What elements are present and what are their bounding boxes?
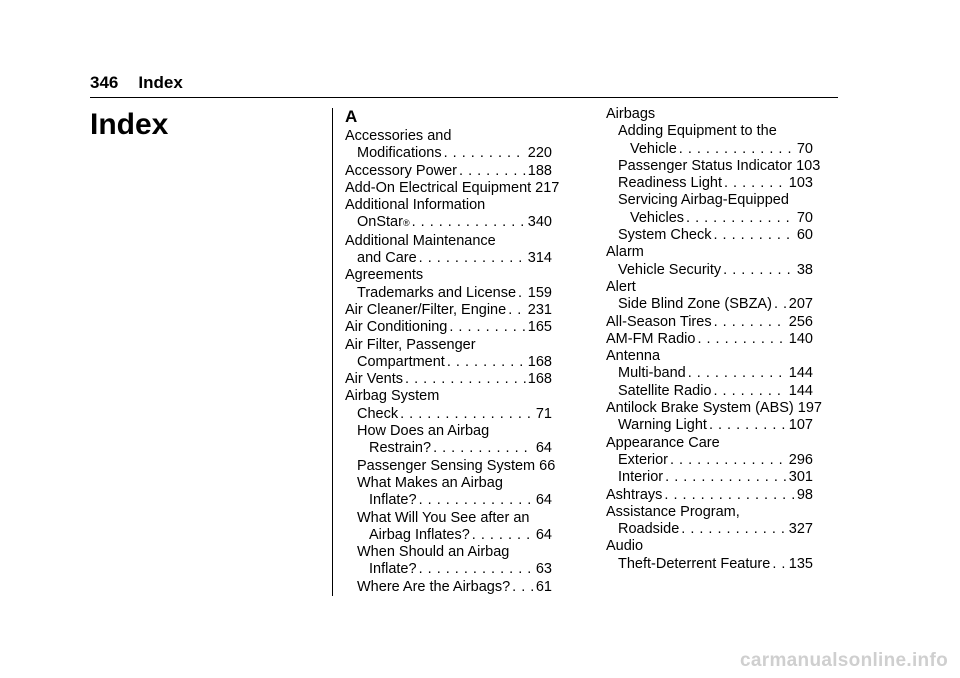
entry-page-number[interactable]: 61 bbox=[535, 578, 552, 595]
entry-term: System Check bbox=[618, 227, 712, 244]
entry-term: Roadside bbox=[618, 521, 680, 538]
entry-page-number[interactable]: 71 bbox=[535, 405, 552, 422]
index-entry bbox=[345, 337, 552, 354]
index-entry bbox=[606, 556, 813, 573]
entry-page-number[interactable]: 64 bbox=[535, 440, 552, 457]
entry-term: Restrain? bbox=[369, 440, 432, 457]
entry-term: Passenger Sensing System bbox=[357, 457, 536, 474]
index-entry bbox=[606, 383, 813, 400]
page-number: 346 bbox=[90, 73, 119, 92]
entry-term: All-Season Tires bbox=[606, 313, 712, 330]
entry-term: Compartment bbox=[357, 353, 445, 370]
entry-page-number[interactable]: 64 bbox=[535, 526, 552, 543]
entry-page-number[interactable]: 327 bbox=[788, 521, 813, 538]
entry-term: Agreements bbox=[345, 267, 424, 284]
index-entry bbox=[606, 296, 813, 313]
page-header bbox=[90, 73, 183, 93]
entry-page-number[interactable]: 340 bbox=[527, 214, 552, 231]
index-entry bbox=[606, 175, 813, 192]
dot-leader bbox=[686, 210, 795, 227]
dot-leader bbox=[444, 145, 526, 162]
entry-term: Ashtrays bbox=[606, 486, 663, 503]
index-entry bbox=[606, 452, 813, 469]
index-entry bbox=[606, 417, 813, 434]
index-entry bbox=[606, 157, 821, 175]
entry-page-number[interactable]: 256 bbox=[788, 313, 813, 330]
index-entry bbox=[606, 400, 822, 417]
dot-leader bbox=[713, 227, 794, 244]
entry-term: Alert bbox=[606, 278, 636, 295]
entry-page-number[interactable]: 64 bbox=[535, 492, 552, 509]
dot-leader bbox=[449, 319, 525, 336]
entry-page-number[interactable]: 70 bbox=[796, 140, 813, 157]
index-entry bbox=[345, 302, 552, 319]
entry-term: Assistance Program, bbox=[606, 503, 740, 520]
index-entry bbox=[345, 267, 552, 284]
entry-page-number[interactable]: 103 bbox=[788, 175, 813, 192]
index-entry bbox=[345, 457, 556, 475]
entry-term: Inflate? bbox=[369, 561, 417, 578]
entry-term: Adding Equipment to the bbox=[618, 123, 777, 140]
index-entry bbox=[345, 423, 552, 440]
entry-term: What Will You See after an bbox=[357, 509, 530, 526]
header-rule bbox=[90, 97, 838, 98]
entry-term: Antilock Brake System (ABS) bbox=[606, 400, 794, 417]
index-entry bbox=[606, 314, 813, 331]
dot-leader bbox=[714, 314, 787, 331]
entry-term: Antenna bbox=[606, 348, 661, 365]
index-entry bbox=[606, 192, 813, 209]
entry-term: Satellite Radio bbox=[618, 382, 712, 399]
dot-leader bbox=[459, 163, 526, 180]
index-entry bbox=[606, 123, 813, 140]
index-entry bbox=[345, 197, 552, 214]
entry-term: Air Cleaner/Filter, Engine bbox=[345, 301, 507, 318]
index-entry bbox=[345, 510, 552, 527]
dot-leader bbox=[688, 365, 787, 382]
entry-page-number[interactable]: 66 bbox=[539, 457, 556, 474]
page-title: Index bbox=[90, 108, 169, 141]
dot-leader bbox=[774, 296, 787, 313]
entry-term: Exterior bbox=[618, 451, 668, 468]
dot-leader bbox=[679, 141, 795, 158]
entry-term: Modifications bbox=[357, 145, 442, 162]
dot-leader bbox=[723, 262, 795, 279]
index-entry bbox=[345, 440, 552, 457]
entry-term: What Makes an Airbag bbox=[357, 474, 503, 491]
dot-leader bbox=[681, 521, 787, 538]
dot-leader bbox=[664, 487, 794, 504]
index-entry bbox=[345, 145, 552, 162]
index-entry bbox=[606, 227, 813, 244]
entry-page-number[interactable]: 296 bbox=[788, 451, 813, 468]
entry-term: Interior bbox=[618, 469, 664, 486]
entry-page-number[interactable]: 38 bbox=[796, 261, 813, 278]
entry-term: Servicing Airbag-Equipped bbox=[618, 192, 789, 209]
index-entry bbox=[345, 388, 552, 405]
section-letter: A bbox=[345, 107, 358, 126]
header-title: Index bbox=[138, 73, 183, 92]
index-entry bbox=[606, 538, 813, 555]
index-column-1 bbox=[345, 106, 560, 596]
entry-page-number[interactable]: 165 bbox=[527, 319, 552, 336]
entry-term: Trademarks and License bbox=[357, 284, 517, 301]
index-entry bbox=[606, 210, 813, 227]
index-entry bbox=[606, 435, 813, 452]
entry-page-number[interactable]: 140 bbox=[788, 330, 813, 347]
entry-page-number[interactable]: 70 bbox=[796, 209, 813, 226]
entry-term: Vehicle bbox=[630, 140, 677, 157]
entry-page-number[interactable]: 144 bbox=[788, 382, 813, 399]
dot-leader bbox=[419, 250, 526, 267]
index-entry bbox=[345, 406, 552, 423]
dot-leader bbox=[697, 331, 786, 348]
index-entry bbox=[606, 521, 813, 538]
entry-term: Add-On Electrical Equipment bbox=[345, 179, 532, 196]
dot-leader bbox=[518, 285, 526, 302]
dot-leader bbox=[400, 406, 534, 423]
entry-term: Inflate? bbox=[369, 492, 417, 509]
index-entry bbox=[345, 527, 552, 544]
index-entry bbox=[345, 579, 552, 596]
dot-leader bbox=[724, 175, 787, 192]
dot-leader bbox=[709, 417, 787, 434]
index-entry bbox=[345, 250, 552, 267]
index-list bbox=[606, 106, 822, 573]
index-entry bbox=[606, 244, 813, 261]
index-entry bbox=[345, 544, 552, 561]
index-entry bbox=[606, 365, 813, 382]
index-entry bbox=[606, 469, 813, 486]
entry-page-number[interactable]: 107 bbox=[788, 417, 813, 434]
dot-leader bbox=[405, 371, 526, 388]
entry-term: Air Filter, Passenger bbox=[345, 336, 476, 353]
dot-leader bbox=[670, 452, 787, 469]
entry-term: Air Conditioning bbox=[345, 319, 448, 336]
index-entry bbox=[345, 371, 552, 388]
entry-term: When Should an Airbag bbox=[357, 544, 510, 561]
dot-leader bbox=[412, 214, 526, 231]
index-entry bbox=[345, 561, 552, 578]
dot-leader bbox=[512, 579, 534, 596]
index-entry bbox=[345, 354, 552, 371]
entry-term: Additional Information bbox=[345, 197, 486, 214]
entry-page-number[interactable]: 207 bbox=[788, 296, 813, 313]
index-entry bbox=[606, 504, 813, 521]
dot-leader bbox=[665, 469, 787, 486]
index-entry bbox=[345, 163, 552, 180]
entry-term: Accessories and bbox=[345, 128, 452, 144]
entry-page-number[interactable]: 168 bbox=[527, 353, 552, 370]
entry-term: Multi-band bbox=[618, 365, 686, 382]
index-entry bbox=[606, 106, 813, 123]
entry-page-number[interactable]: 217 bbox=[535, 179, 560, 196]
index-list bbox=[345, 128, 560, 596]
registered-mark: ® bbox=[402, 218, 410, 229]
entry-term: Appearance Care bbox=[606, 434, 720, 451]
entry-page-number[interactable]: 159 bbox=[527, 284, 552, 301]
entry-term: AM-FM Radio bbox=[606, 330, 696, 347]
entry-page-number[interactable]: 314 bbox=[527, 250, 552, 267]
entry-term: Vehicle Security bbox=[618, 261, 722, 278]
index-entry bbox=[606, 262, 813, 279]
entry-term: Vehicles bbox=[630, 209, 685, 226]
entry-term: Check bbox=[357, 405, 399, 422]
index-entry bbox=[606, 348, 813, 365]
dot-leader bbox=[419, 561, 534, 578]
entry-term: OnStar bbox=[357, 214, 403, 231]
index-entry bbox=[606, 279, 813, 296]
entry-page-number[interactable]: 63 bbox=[535, 561, 552, 578]
entry-page-number[interactable]: 220 bbox=[527, 145, 552, 162]
entry-page-number[interactable]: 197 bbox=[797, 400, 822, 417]
entry-term: Readiness Light bbox=[618, 175, 722, 192]
entry-term: Passenger Status Indicator bbox=[618, 157, 793, 174]
index-entry bbox=[345, 475, 552, 492]
entry-page-number[interactable]: 301 bbox=[788, 469, 813, 486]
index-entry bbox=[345, 179, 560, 197]
index-entry bbox=[345, 319, 552, 336]
dot-leader bbox=[419, 492, 534, 509]
entry-term: Audio bbox=[606, 538, 644, 555]
entry-page-number[interactable]: 188 bbox=[527, 162, 552, 179]
index-entry bbox=[345, 233, 552, 250]
entry-term: Airbags bbox=[606, 106, 656, 122]
entry-page-number[interactable]: 135 bbox=[788, 555, 813, 572]
entry-page-number[interactable]: 168 bbox=[527, 371, 552, 388]
index-entry bbox=[606, 487, 813, 504]
index-entry bbox=[345, 285, 552, 302]
index-entry bbox=[606, 141, 813, 158]
entry-term: Alarm bbox=[606, 244, 644, 261]
watermark: carmanualsonline.info bbox=[740, 650, 948, 671]
entry-term: Accessory Power bbox=[345, 162, 458, 179]
index-entry bbox=[345, 128, 552, 145]
entry-term: Airbag Inflates? bbox=[369, 526, 470, 543]
index-entry bbox=[606, 331, 813, 348]
index-entry bbox=[345, 214, 552, 232]
dot-leader bbox=[433, 440, 534, 457]
entry-term: Theft-Deterrent Feature bbox=[618, 555, 771, 572]
entry-page-number[interactable]: 60 bbox=[796, 227, 813, 244]
entry-page-number[interactable]: 144 bbox=[788, 365, 813, 382]
dot-leader bbox=[472, 527, 534, 544]
dot-leader bbox=[772, 556, 786, 573]
entry-term: Air Vents bbox=[345, 371, 404, 388]
dot-leader bbox=[447, 354, 526, 371]
column-divider bbox=[332, 108, 333, 596]
entry-page-number[interactable]: 231 bbox=[527, 301, 552, 318]
index-column-2 bbox=[606, 106, 822, 573]
index-entry bbox=[345, 492, 552, 509]
dot-leader bbox=[508, 302, 526, 319]
entry-page-number[interactable]: 98 bbox=[796, 486, 813, 503]
dot-leader bbox=[714, 383, 787, 400]
entry-term: Where Are the Airbags? bbox=[357, 578, 511, 595]
entry-term: Side Blind Zone (SBZA) bbox=[618, 296, 772, 313]
entry-term: Warning Light bbox=[618, 417, 707, 434]
entry-page-number[interactable]: 103 bbox=[796, 157, 821, 174]
entry-term: Additional Maintenance bbox=[345, 232, 496, 249]
entry-term: and Care bbox=[357, 250, 417, 267]
entry-term: Airbag System bbox=[345, 388, 440, 405]
entry-term: How Does an Airbag bbox=[357, 423, 490, 440]
